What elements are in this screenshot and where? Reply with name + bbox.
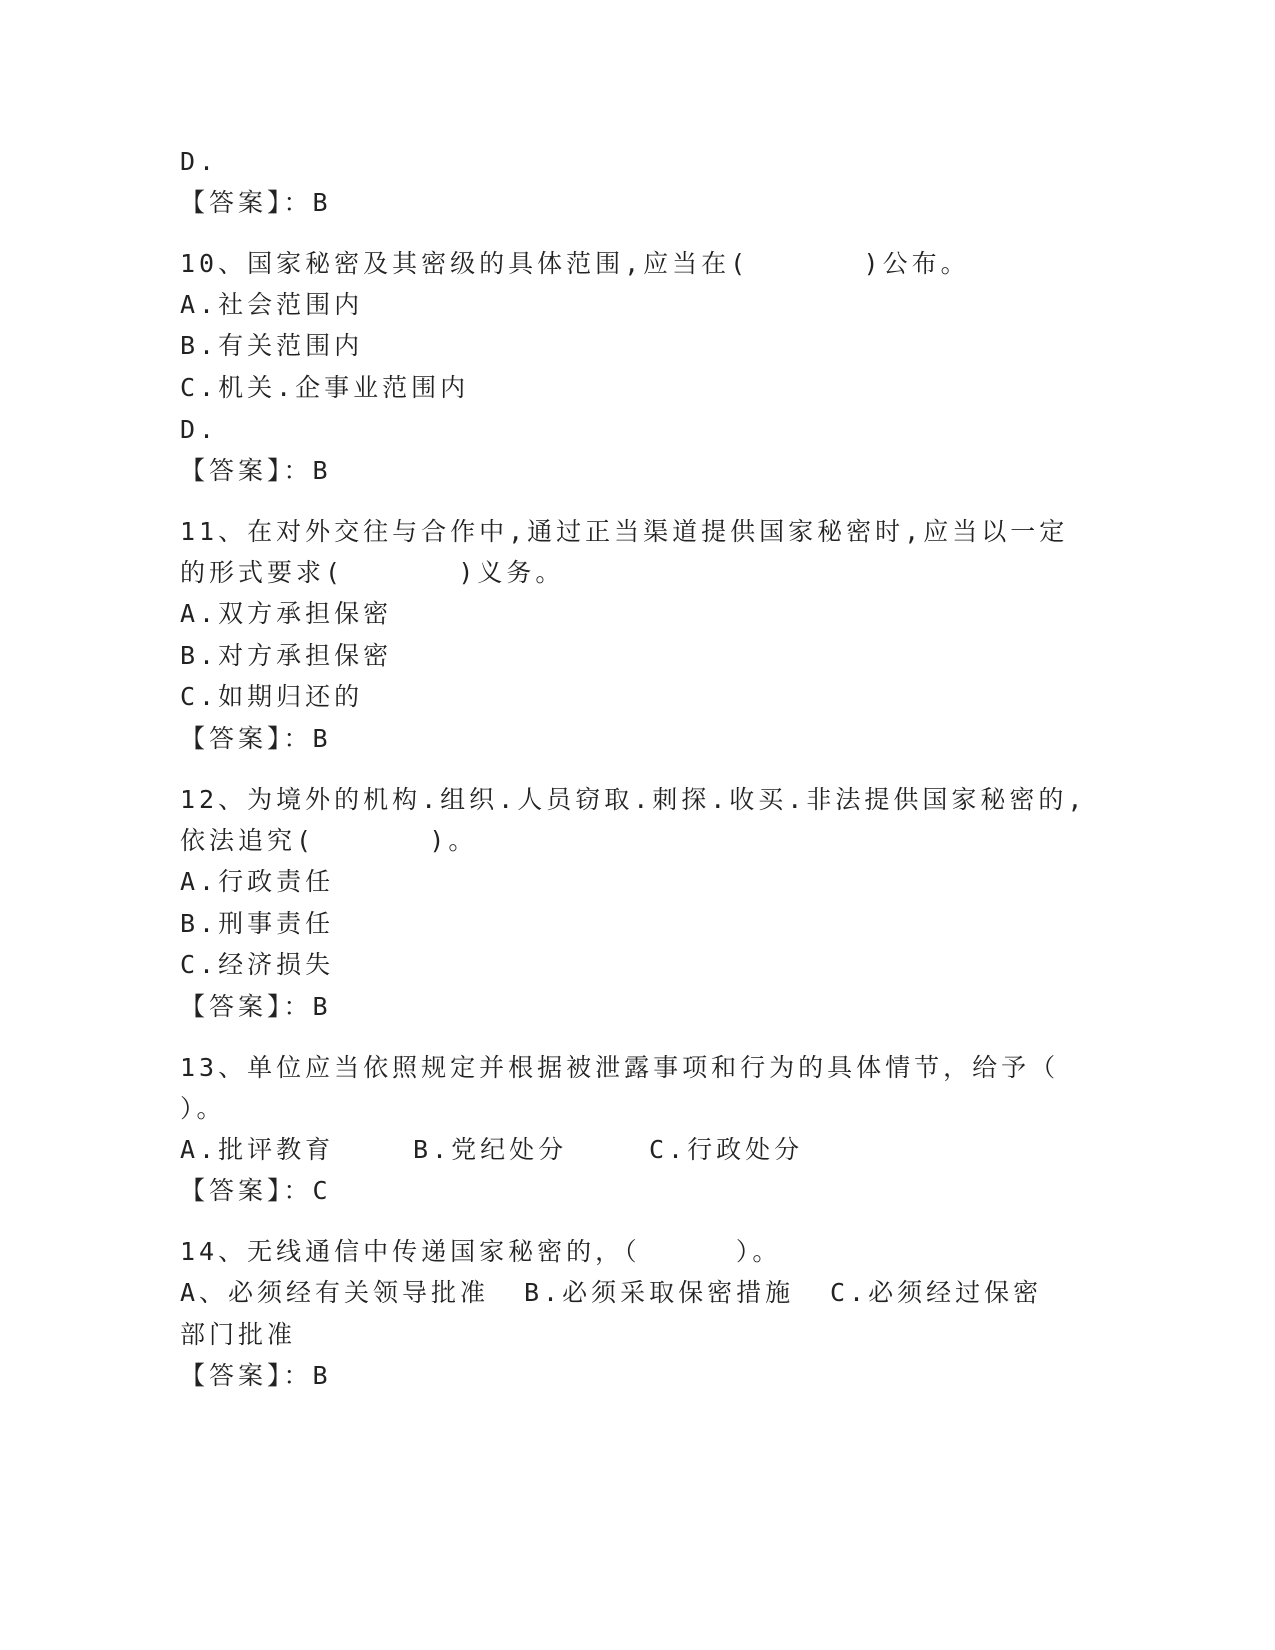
question-13-text-line1: 13、单位应当依照规定并根据被泄露事项和行为的具体情节，给予（ (180, 1053, 1060, 1082)
question-11-option-c: C.如期归还的 (180, 682, 364, 711)
question-10-option-d: D. (180, 415, 219, 444)
question-14-option-a: A、必须经有关领导批准 (180, 1278, 490, 1307)
question-12-answer: 【答案】：B (180, 992, 332, 1021)
question-11-answer: 【答案】：B (180, 724, 332, 753)
question-14-option-c: C.必须经过保密 (830, 1278, 1043, 1307)
document-page (180, 0, 1087, 1650)
answer: 【答案】：B (180, 188, 332, 217)
question-10-option-b: B.有关范围内 (180, 331, 364, 360)
question-14-text-line3: 部门批准 (180, 1320, 297, 1349)
question-13-option-b: B.党纪处分 (413, 1135, 568, 1164)
question-11-text-line2: 的形式要求( )义务。 (180, 558, 565, 587)
question-11-option-b: B.对方承担保密 (180, 641, 393, 670)
question-14-answer: 【答案】：B (180, 1361, 332, 1390)
question-10-option-c: C.机关.企事业范围内 (180, 373, 470, 402)
question-10-option-a: A.社会范围内 (180, 290, 364, 319)
question-13-text-line2: ）。 (180, 1094, 226, 1123)
question-12-option-b: B.刑事责任 (180, 909, 335, 938)
question-13-answer: 【答案】：C (180, 1176, 332, 1205)
question-10-answer: 【答案】：B (180, 456, 332, 485)
question-13-option-c: C.行政处分 (649, 1135, 804, 1164)
question-12-text-line1: 12、为境外的机构.组织.人员窃取.刺探.收买.非法提供国家秘密的, (180, 785, 1087, 814)
question-11-option-a: A.双方承担保密 (180, 599, 393, 628)
question-12-option-a: A.行政责任 (180, 867, 335, 896)
question-14-text: 14、无线通信中传递国家秘密的，（ ）。 (180, 1237, 782, 1266)
question-12-text-line2: 依法追究( )。 (180, 826, 478, 855)
question-14-option-b: B.必须采取保密措施 (524, 1278, 795, 1307)
question-12-option-c: C.经济损失 (180, 950, 335, 979)
question-13-option-a: A.批评教育 (180, 1135, 335, 1164)
question-11-text-line1: 11、在对外交往与合作中,通过正当渠道提供国家秘密时,应当以一定 (180, 517, 1069, 546)
option-d: D. (180, 147, 219, 176)
question-10-text: 10、国家秘密及其密级的具体范围,应当在( )公布。 (180, 249, 970, 278)
